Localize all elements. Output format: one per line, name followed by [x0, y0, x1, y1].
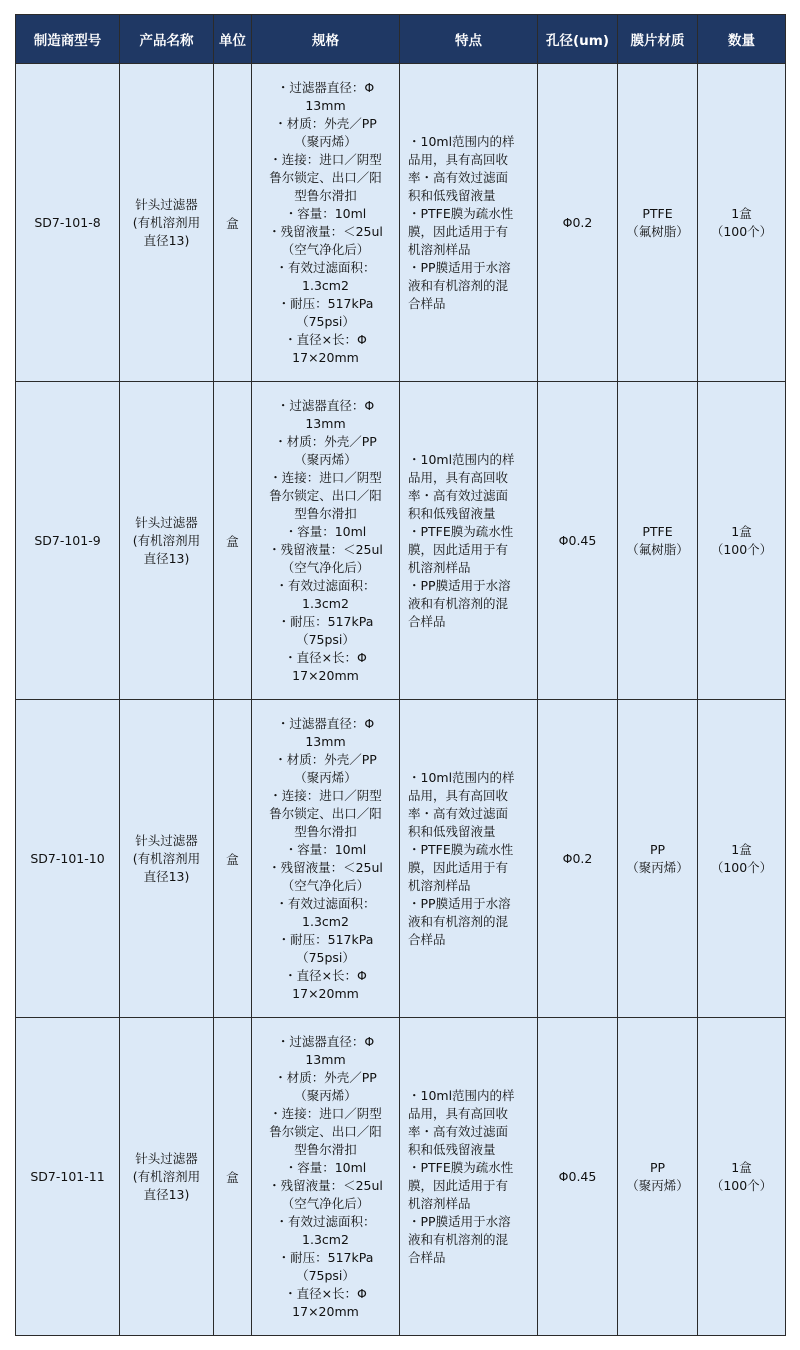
spec-line: 1.3cm2 — [302, 913, 349, 929]
feature-line: ・PTFE膜为疏水性 — [408, 523, 514, 539]
quantity-line: （100个） — [710, 859, 773, 875]
header-row — [16, 15, 786, 64]
quantity-line: （100个） — [710, 541, 773, 557]
feature-line: ・PP膜适用于水溶 — [408, 259, 511, 275]
product-name-line: 针头过滤器 — [135, 1150, 198, 1166]
product-name-line: 直径13) — [143, 550, 190, 566]
spec-line: ・直径×长：Φ — [284, 967, 367, 983]
spec-line: ・过滤器直径：Φ — [276, 397, 375, 413]
features-cell — [400, 1018, 538, 1336]
spec-line: （聚丙烯） — [294, 1087, 357, 1103]
feature-line: 积和低残留液量 — [408, 187, 496, 203]
feature-line: 液和有机溶剂的混 — [408, 1231, 509, 1247]
spec-line: （75psi） — [296, 313, 355, 329]
quantity-cell — [698, 64, 786, 382]
spec-line: ・连接：进口／阴型 — [269, 1105, 382, 1121]
quantity-cell — [698, 700, 786, 1018]
spec-line: ・连接：进口／阴型 — [269, 151, 382, 167]
spec-line: ・容量：10ml — [284, 1159, 367, 1175]
material-line: （氟树脂） — [626, 223, 689, 239]
spec-line: （空气净化后） — [281, 877, 370, 893]
feature-line: ・10ml范围内的样 — [408, 769, 515, 785]
product-name-cell — [120, 382, 214, 700]
product-name-line: 直径13) — [143, 232, 190, 248]
spec-line: ・残留液量：＜25ul — [268, 223, 383, 239]
feature-line: 膜，因此适用于有 — [408, 1177, 509, 1193]
spec-line: 1.3cm2 — [302, 277, 349, 293]
spec-line: ・材质：外壳／PP — [274, 1069, 377, 1085]
quantity-line: （100个） — [710, 1177, 773, 1193]
feature-line: 机溶剂样品 — [408, 559, 471, 575]
unit-cell: 盒 — [214, 1018, 252, 1336]
header-unit: 单位 — [214, 15, 252, 64]
quantity-line: 1盒 — [731, 1159, 752, 1175]
model-cell: SD7-101-11 — [16, 1018, 120, 1336]
quantity-line: 1盒 — [731, 841, 752, 857]
spec-line: 13mm — [305, 733, 346, 749]
quantity-line: （100个） — [710, 223, 773, 239]
feature-line: 品用，具有高回收 — [408, 787, 509, 803]
spec-line: 鲁尔锁定、出口／阳 — [269, 1123, 382, 1139]
feature-line: 品用，具有高回收 — [408, 1105, 509, 1121]
spec-line: （75psi） — [296, 1267, 355, 1283]
product-name-line: 针头过滤器 — [135, 514, 198, 530]
spec-line: ・材质：外壳／PP — [274, 433, 377, 449]
spec-line: ・容量：10ml — [284, 523, 367, 539]
spec-line: 型鲁尔滑扣 — [294, 187, 357, 203]
product-name-cell — [120, 64, 214, 382]
material-line: （氟树脂） — [626, 541, 689, 557]
spec-line: ・有效过滤面积： — [275, 259, 376, 275]
unit-cell: 盒 — [214, 700, 252, 1018]
feature-line: 积和低残留液量 — [408, 505, 496, 521]
spec-cell — [252, 64, 400, 382]
product-name-line: 针头过滤器 — [135, 832, 198, 848]
material-line: （聚丙烯） — [626, 859, 689, 875]
spec-line: 17×20mm — [292, 1303, 359, 1319]
product-name-line: (有机溶剂用 — [132, 850, 201, 866]
membrane-material-cell — [618, 1018, 698, 1336]
feature-line: 品用，具有高回收 — [408, 151, 509, 167]
spec-line: （聚丙烯） — [294, 133, 357, 149]
product-name-line: 针头过滤器 — [135, 196, 198, 212]
spec-line: ・过滤器直径：Φ — [276, 79, 375, 95]
model-cell: SD7-101-9 — [16, 382, 120, 700]
material-line: PP — [649, 841, 666, 857]
feature-line: 液和有机溶剂的混 — [408, 277, 509, 293]
spec-line: （聚丙烯） — [294, 451, 357, 467]
header-product-name: 产品名称 — [120, 15, 214, 64]
feature-line: 合样品 — [408, 1249, 446, 1265]
header-quantity: 数量 — [698, 15, 786, 64]
feature-line: 液和有机溶剂的混 — [408, 913, 509, 929]
spec-line: ・有效过滤面积： — [275, 1213, 376, 1229]
spec-line: ・残留液量：＜25ul — [268, 541, 383, 557]
spec-line: ・材质：外壳／PP — [274, 751, 377, 767]
feature-line: 积和低残留液量 — [408, 823, 496, 839]
feature-line: 合样品 — [408, 931, 446, 947]
product-name-line: 直径13) — [143, 1186, 190, 1202]
spec-line: ・容量：10ml — [284, 841, 367, 857]
spec-line: （空气净化后） — [281, 241, 370, 257]
model-cell: SD7-101-10 — [16, 700, 120, 1018]
pore-size-cell: Φ0.45 — [538, 1018, 618, 1336]
spec-line: ・直径×长：Φ — [284, 1285, 367, 1301]
spec-line: 17×20mm — [292, 667, 359, 683]
spec-line: 型鲁尔滑扣 — [294, 823, 357, 839]
table-row — [16, 64, 786, 382]
material-line: PTFE — [642, 523, 673, 539]
unit-cell: 盒 — [214, 64, 252, 382]
spec-line: 型鲁尔滑扣 — [294, 505, 357, 521]
unit-cell: 盒 — [214, 382, 252, 700]
spec-line: ・直径×长：Φ — [284, 331, 367, 347]
spec-line: （75psi） — [296, 949, 355, 965]
feature-line: 率・高有效过滤面 — [408, 487, 509, 503]
features-cell — [400, 64, 538, 382]
product-name-line: (有机溶剂用 — [132, 532, 201, 548]
spec-line: ・连接：进口／阴型 — [269, 469, 382, 485]
spec-line: ・残留液量：＜25ul — [268, 1177, 383, 1193]
product-name-cell — [120, 700, 214, 1018]
spec-line: ・过滤器直径：Φ — [276, 1033, 375, 1049]
spec-line: 鲁尔锁定、出口／阳 — [269, 487, 382, 503]
product-name-line: 直径13) — [143, 868, 190, 884]
quantity-line: 1盒 — [731, 523, 752, 539]
spec-line: 1.3cm2 — [302, 595, 349, 611]
spec-line: 13mm — [305, 415, 346, 431]
spec-line: 13mm — [305, 97, 346, 113]
feature-line: 合样品 — [408, 613, 446, 629]
feature-line: ・PTFE膜为疏水性 — [408, 841, 514, 857]
feature-line: 率・高有效过滤面 — [408, 1123, 509, 1139]
spec-line: ・耐压：517kPa — [277, 931, 374, 947]
pore-size-cell: Φ0.45 — [538, 382, 618, 700]
feature-line: 合样品 — [408, 295, 446, 311]
spec-line: 17×20mm — [292, 985, 359, 1001]
feature-line: 机溶剂样品 — [408, 241, 471, 257]
product-spec-table — [15, 14, 786, 1336]
spec-line: ・有效过滤面积： — [275, 577, 376, 593]
header-features: 特点 — [400, 15, 538, 64]
feature-line: 膜，因此适用于有 — [408, 541, 509, 557]
product-name-cell — [120, 1018, 214, 1336]
header-pore-size: 孔径(um) — [538, 15, 618, 64]
membrane-material-cell — [618, 64, 698, 382]
membrane-material-cell — [618, 700, 698, 1018]
quantity-line: 1盒 — [731, 205, 752, 221]
material-line: （聚丙烯） — [626, 1177, 689, 1193]
feature-line: ・10ml范围内的样 — [408, 1087, 515, 1103]
spec-line: ・有效过滤面积： — [275, 895, 376, 911]
spec-line: （聚丙烯） — [294, 769, 357, 785]
spec-line: （空气净化后） — [281, 1195, 370, 1211]
feature-line: 膜，因此适用于有 — [408, 223, 509, 239]
header-spec: 规格 — [252, 15, 400, 64]
pore-size-cell: Φ0.2 — [538, 700, 618, 1018]
spec-line: ・过滤器直径：Φ — [276, 715, 375, 731]
spec-line: （空气净化后） — [281, 559, 370, 575]
quantity-cell — [698, 1018, 786, 1336]
membrane-material-cell — [618, 382, 698, 700]
features-cell — [400, 382, 538, 700]
feature-line: 机溶剂样品 — [408, 877, 471, 893]
spec-line: ・直径×长：Φ — [284, 649, 367, 665]
product-name-line: (有机溶剂用 — [132, 214, 201, 230]
spec-cell — [252, 382, 400, 700]
spec-cell — [252, 1018, 400, 1336]
feature-line: ・10ml范围内的样 — [408, 133, 515, 149]
spec-line: 13mm — [305, 1051, 346, 1067]
spec-line: 鲁尔锁定、出口／阳 — [269, 169, 382, 185]
spec-line: ・容量：10ml — [284, 205, 367, 221]
header-membrane-material: 膜片材质 — [618, 15, 698, 64]
spec-line: （75psi） — [296, 631, 355, 647]
feature-line: 机溶剂样品 — [408, 1195, 471, 1211]
spec-line: ・耐压：517kPa — [277, 295, 374, 311]
spec-line: 1.3cm2 — [302, 1231, 349, 1247]
feature-line: ・PP膜适用于水溶 — [408, 895, 511, 911]
spec-line: 鲁尔锁定、出口／阳 — [269, 805, 382, 821]
product-name-line: (有机溶剂用 — [132, 1168, 201, 1184]
spec-line: ・残留液量：＜25ul — [268, 859, 383, 875]
spec-line: 型鲁尔滑扣 — [294, 1141, 357, 1157]
quantity-cell — [698, 382, 786, 700]
material-line: PTFE — [642, 205, 673, 221]
spec-line: ・耐压：517kPa — [277, 613, 374, 629]
feature-line: 膜，因此适用于有 — [408, 859, 509, 875]
spec-line: ・连接：进口／阴型 — [269, 787, 382, 803]
feature-line: 品用，具有高回收 — [408, 469, 509, 485]
features-cell — [400, 700, 538, 1018]
material-line: PP — [649, 1159, 666, 1175]
feature-line: ・10ml范围内的样 — [408, 451, 515, 467]
header-model: 制造商型号 — [16, 15, 120, 64]
feature-line: 率・高有效过滤面 — [408, 805, 509, 821]
feature-line: 液和有机溶剂的混 — [408, 595, 509, 611]
feature-line: 积和低残留液量 — [408, 1141, 496, 1157]
feature-line: ・PP膜适用于水溶 — [408, 1213, 511, 1229]
table-row — [16, 1018, 786, 1336]
feature-line: 率・高有效过滤面 — [408, 169, 509, 185]
table-row — [16, 382, 786, 700]
feature-line: ・PTFE膜为疏水性 — [408, 205, 514, 221]
pore-size-cell: Φ0.2 — [538, 64, 618, 382]
table-row — [16, 700, 786, 1018]
spec-cell — [252, 700, 400, 1018]
model-cell: SD7-101-8 — [16, 64, 120, 382]
spec-line: ・材质：外壳／PP — [274, 115, 377, 131]
feature-line: ・PTFE膜为疏水性 — [408, 1159, 514, 1175]
spec-line: ・耐压：517kPa — [277, 1249, 374, 1265]
feature-line: ・PP膜适用于水溶 — [408, 577, 511, 593]
spec-line: 17×20mm — [292, 349, 359, 365]
